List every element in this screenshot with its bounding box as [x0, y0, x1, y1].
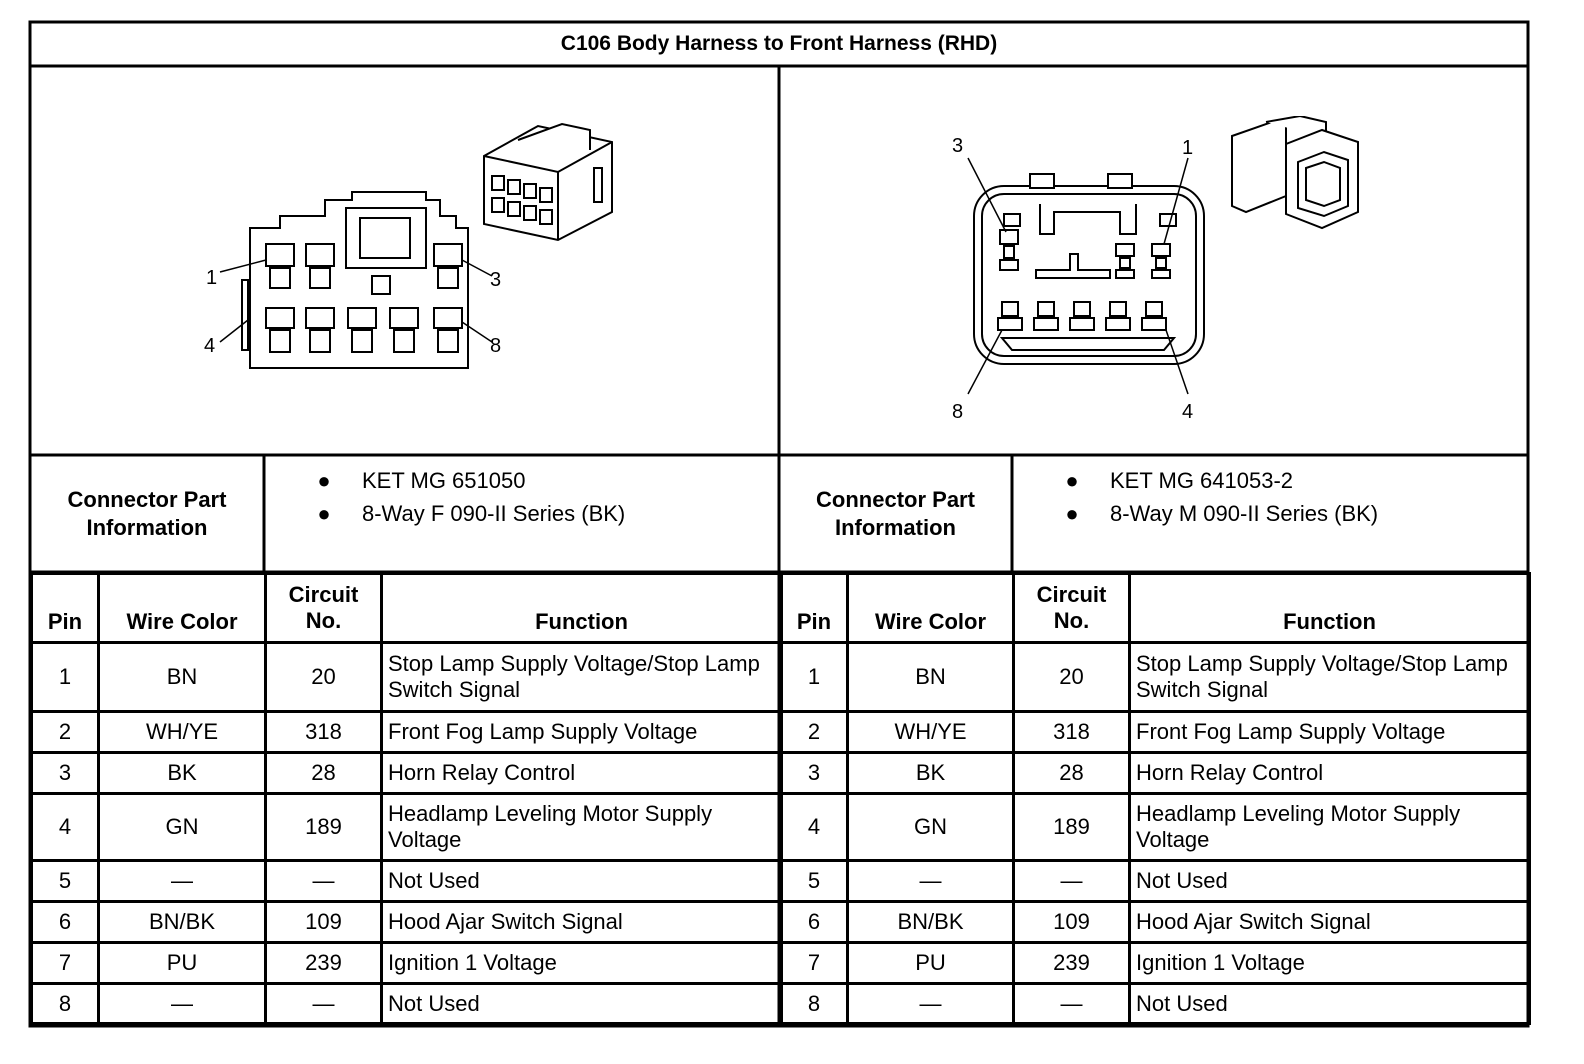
table-row [781, 861, 1530, 902]
right-callout-pin-d: 4 [1182, 401, 1194, 423]
col-header-pin: Pin [32, 574, 99, 643]
table-row [781, 794, 1530, 861]
table-row [32, 794, 782, 861]
circuit-cell: 239 [1014, 943, 1130, 984]
pin-cell: 5 [781, 861, 848, 902]
wire-color-cell: BN/BK [99, 902, 266, 943]
wire-color-cell: WH/YE [848, 712, 1014, 753]
wire-color-cell: GN [99, 794, 266, 861]
pin-cell: 6 [32, 902, 99, 943]
pin-cell: 4 [781, 794, 848, 861]
left-part-info-list [312, 464, 772, 530]
function-cell: Headlamp Leveling Motor Supply Voltage [382, 794, 782, 861]
circuit-cell: — [1014, 984, 1130, 1024]
wire-color-cell: WH/YE [99, 712, 266, 753]
circuit-cell: 28 [1014, 753, 1130, 794]
left-info-label-line1: Connector Part [67, 486, 227, 512]
pin-cell: 3 [781, 753, 848, 794]
function-cell: Stop Lamp Supply Voltage/Stop Lamp Switch Signal [382, 643, 782, 712]
table-header-row [32, 574, 782, 643]
table-row [781, 712, 1530, 753]
circuit-cell: 189 [1014, 794, 1130, 861]
function-cell: Ignition 1 Voltage [382, 943, 782, 984]
left-info-label-line2: Information [86, 514, 208, 540]
pin-cell: 2 [781, 712, 848, 753]
table-row [32, 902, 782, 943]
table-row [781, 753, 1530, 794]
function-cell: Stop Lamp Supply Voltage/Stop Lamp Switch Signal [1130, 643, 1530, 712]
pin-cell: 7 [781, 943, 848, 984]
table-row [781, 902, 1530, 943]
left-part-info-item: ● KET MG 651050 [317, 468, 526, 493]
col-header-function: Function [1130, 574, 1530, 643]
table-row [32, 861, 782, 902]
function-cell: Horn Relay Control [382, 753, 782, 794]
right-part-info-list [1060, 464, 1520, 530]
table-row [32, 943, 782, 984]
left-part-info-item: ● 8-Way F 090-II Series (BK) [317, 501, 626, 526]
circuit-cell: — [266, 984, 382, 1024]
circuit-cell: 189 [266, 794, 382, 861]
col-header-circuit: Circuit No. [266, 574, 382, 643]
function-cell: Front Fog Lamp Supply Voltage [1130, 712, 1530, 753]
right-info-label-line1: Connector Part [816, 486, 975, 512]
right-pinout-table [779, 572, 1531, 1025]
left-connector-face-diagram [190, 188, 510, 388]
function-cell: Not Used [382, 984, 782, 1024]
circuit-cell: 20 [1014, 643, 1130, 712]
wire-color-cell: BK [99, 753, 266, 794]
function-cell: Front Fog Lamp Supply Voltage [382, 712, 782, 753]
left-callout-pin-c: 4 [204, 335, 216, 357]
pin-cell: 3 [32, 753, 99, 794]
left-pinout-table [30, 572, 783, 1025]
circuit-cell: 28 [266, 753, 382, 794]
circuit-cell: — [266, 861, 382, 902]
wire-color-cell: PU [848, 943, 1014, 984]
wire-color-cell: PU [99, 943, 266, 984]
function-cell: Horn Relay Control [1130, 753, 1530, 794]
table-row [32, 984, 782, 1024]
right-part-info-item: ● KET MG 641053-2 [1065, 468, 1294, 493]
left-callout-pin-a: 1 [206, 267, 218, 289]
wire-color-cell: BN/BK [848, 902, 1014, 943]
left-callout-pin-b: 3 [490, 269, 502, 291]
right-callout-pin-a: 3 [952, 135, 964, 157]
left-table-body [32, 643, 782, 1024]
circuit-cell: 239 [266, 943, 382, 984]
right-callout-pin-b: 1 [1182, 137, 1194, 159]
wire-color-cell: BK [848, 753, 1014, 794]
circuit-cell: 109 [1014, 902, 1130, 943]
right-info-label-line2: Information [834, 514, 956, 540]
function-cell: Ignition 1 Voltage [1130, 943, 1530, 984]
table-row [32, 712, 782, 753]
function-cell: Not Used [382, 861, 782, 902]
left-callout-pin-d: 8 [490, 335, 502, 357]
table-row [32, 643, 782, 712]
col-header-wire-color: Wire Color [848, 574, 1014, 643]
table-row [32, 753, 782, 794]
left-connector-iso-drawing [478, 116, 618, 246]
function-cell: Not Used [1130, 984, 1530, 1024]
pin-cell: 1 [781, 643, 848, 712]
right-connector-face-diagram [940, 124, 1230, 424]
pin-cell: 8 [32, 984, 99, 1024]
pin-cell: 2 [32, 712, 99, 753]
right-info-label [779, 455, 1012, 572]
page-title: C106 Body Harness to Front Harness (RHD) [560, 32, 998, 55]
pin-cell: 7 [32, 943, 99, 984]
col-header-function: Function [382, 574, 782, 643]
function-cell: Hood Ajar Switch Signal [382, 902, 782, 943]
col-header-circuit: Circuit No. [1014, 574, 1130, 643]
pin-cell: 4 [32, 794, 99, 861]
pin-cell: 1 [32, 643, 99, 712]
wire-color-cell: — [848, 861, 1014, 902]
circuit-cell: 318 [266, 712, 382, 753]
function-cell: Headlamp Leveling Motor Supply Voltage [1130, 794, 1530, 861]
wire-color-cell: BN [848, 643, 1014, 712]
table-row [781, 984, 1530, 1024]
circuit-cell: 20 [266, 643, 382, 712]
right-callout-pin-c: 8 [952, 401, 964, 423]
table-row [781, 943, 1530, 984]
pin-cell: 8 [781, 984, 848, 1024]
circuit-cell: 109 [266, 902, 382, 943]
col-header-pin: Pin [781, 574, 848, 643]
wire-color-cell: — [848, 984, 1014, 1024]
pin-cell: 5 [32, 861, 99, 902]
circuit-cell: 318 [1014, 712, 1130, 753]
right-part-info-item: ● 8-Way M 090-II Series (BK) [1065, 501, 1379, 526]
wire-color-cell: — [99, 984, 266, 1024]
wire-color-cell: GN [848, 794, 1014, 861]
pin-cell: 6 [781, 902, 848, 943]
table-header-row [781, 574, 1530, 643]
wire-color-cell: — [99, 861, 266, 902]
wire-color-cell: BN [99, 643, 266, 712]
right-table-body [781, 643, 1530, 1024]
left-info-label [30, 455, 264, 572]
col-header-wire-color: Wire Color [99, 574, 266, 643]
function-cell: Hood Ajar Switch Signal [1130, 902, 1530, 943]
table-row [781, 643, 1530, 712]
right-connector-iso-drawing [1226, 116, 1366, 236]
circuit-cell: — [1014, 861, 1130, 902]
function-cell: Not Used [1130, 861, 1530, 902]
